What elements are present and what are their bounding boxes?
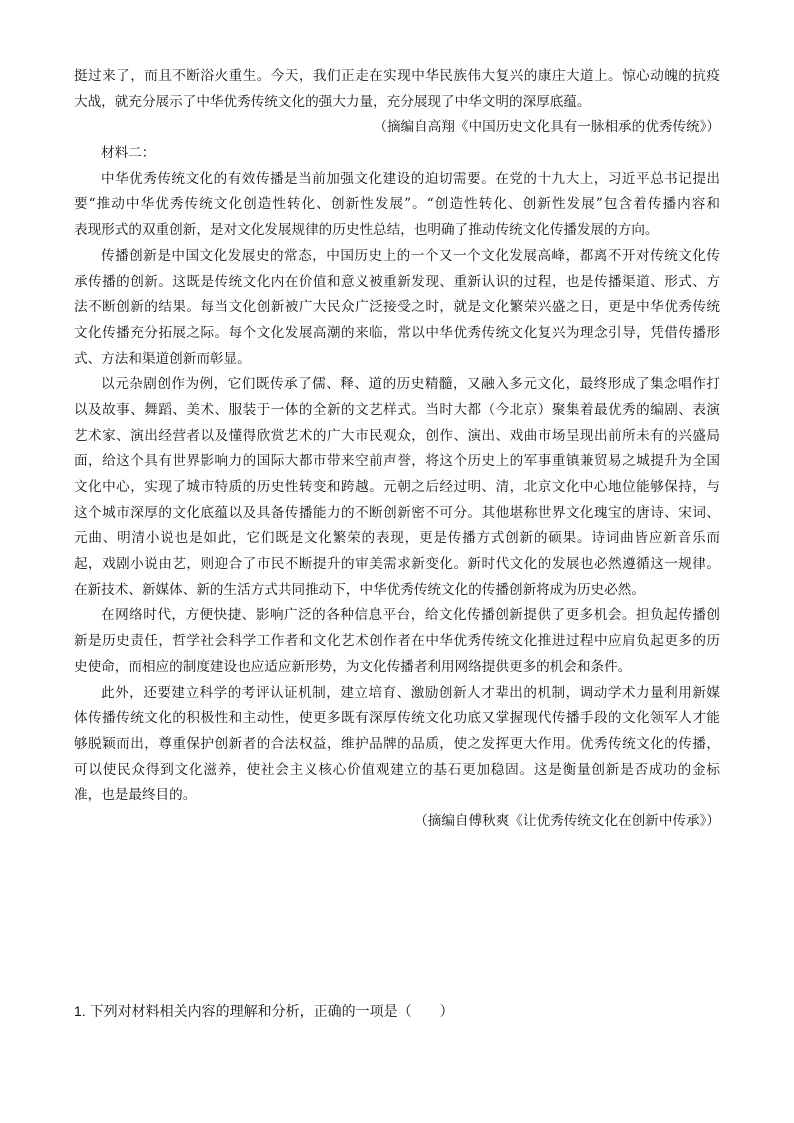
text-line: 够脱颖而出，尊重保护创新者的合法权益，维护品牌的品质，使之发挥更大作用。优秀传统文化的传播， xyxy=(74,735,720,752)
text-line: 挺过来了，而且不断浴火重生。今天，我们正走在实现中华民族伟大复兴的康庄大道上。惊心动魄的抗疫 xyxy=(74,68,720,84)
text-line: 表现形式的双重创新，是对文化发展规律的历史性总结，也明确了推动传统文化传播发展的方向。 xyxy=(74,222,659,239)
text-line: 面，给这个具有世界影响力的国际大都市带来空前声誉，将这个历史上的军事重镇兼贸易之城提升为全国 xyxy=(74,453,720,470)
source-citation: （摘编自傅秋爽《让优秀传统文化在创新中传承》） xyxy=(414,812,720,829)
text-line: 要“推动中华优秀传统文化创造性转化、创新性发展”。“创造性转化、创新性发展”包含着传播内容和 xyxy=(74,196,720,213)
text-line: 文化中心，实现了城市特质的历史性转变和跨越。元朝之后经过明、清，北京文化中心地位能够保持，与 xyxy=(74,479,720,495)
question-1: 1. 下列对材料相关内容的理解和分析，正确的一项是（ ） xyxy=(74,1003,454,1019)
text-line: 起，戏剧小说由艺，则迎合了市民不断提升的审美需求新变化。新时代文化的发展也必然遵循这一规律。 xyxy=(74,556,720,573)
article-body xyxy=(74,64,720,835)
text-line: 艺术家、演出经营者以及懂得欣赏艺术的广大市民观众，创作、演出、戏曲市场呈现出前所未有的兴盛局 xyxy=(74,427,720,444)
text-line: 可以使民众得到文化滋养，使社会主义核心价值观建立的基石更加稳固。这是衡量创新是否成功的金标 xyxy=(74,761,720,778)
text-line: 这个城市深厚的文化底蕴以及具备传播能力的不断创新密不可分。其他堪称世界文化瑰宝的唐诗、宋词、 xyxy=(74,504,720,521)
text-line: 准，也是最终目的。 xyxy=(74,787,197,804)
text-line: 式、方法和渠道创新而彰显。 xyxy=(74,350,251,367)
paragraph-first-line: 传播创新是中国文化发展史的常态，中国历史上的一个又一个文化发展高峰，都离不开对传统文化传 xyxy=(101,247,720,264)
section-heading: 材料二： xyxy=(101,145,156,162)
text-line: 文化传播充分拓展之际。每个文化发展高潮的来临，常以中华优秀传统文化复兴为理念引导，凭借传播形 xyxy=(74,324,720,341)
paragraph-first-line: 以元杂剧创作为例，它们既传承了儒、释、道的历史精髓，又融入多元文化，最终形成了集念唱作打 xyxy=(101,376,720,393)
paragraph-first-line: 中华优秀传统文化的有效传播是当前加强文化建设的迫切需要。在党的十九大上，习近平总书记提出 xyxy=(101,170,720,187)
source-citation: （摘编自高翔《中国历史文化具有一脉相承的优秀传统》） xyxy=(373,119,720,136)
paragraph-first-line: 此外，还要建立科学的考评认证机制，建立培育、激励创新人才辈出的机制，调动学术力量利用新媒 xyxy=(101,684,720,701)
text-line: 新是历史责任，哲学社会科学工作者和文化艺术创作者在中华优秀传统文化推进过程中应肩负起更多的历 xyxy=(74,633,720,650)
text-line: 在新技术、新媒体、新的生活方式共同推动下，中华优秀传统文化的传播创新将成为历史必然。 xyxy=(74,581,645,598)
text-line: 元曲、明清小说也是如此，它们既是文化繁荣的表现，更是传播方式创新的硕果。诗词曲皆应新音乐而 xyxy=(74,530,720,547)
text-line: 史使命，而相应的制度建设也应适应新形势，为文化传播者利用网络提供更多的机会和条件。 xyxy=(74,658,632,675)
text-line: 大战，就充分展示了中华优秀传统文化的强大力量，充分展现了中华文明的深厚底蕴。 xyxy=(74,93,591,110)
text-line: 以及故事、舞蹈、美术、服装于一体的全新的文艺样式。当时大都（今北京）聚集着最优秀的编剧、表演 xyxy=(74,401,720,418)
paragraph-first-line: 在网络时代，方便快捷、影响广泛的各种信息平台，给文化传播创新提供了更多机会。担负起传播创 xyxy=(101,607,720,624)
text-line: 法不断创新的结果。每当文化创新被广大民众广泛接受之时，就是文化繁荣兴盛之日，更是中华优秀传统 xyxy=(74,299,720,316)
text-line: 承传播的创新。这既是传统文化内在价值和意义被重新发现、重新认识的过程，也是传播渠道、形式、方 xyxy=(74,273,720,290)
text-line: 体传播传统文化的积极性和主动性，使更多既有深厚传统文化功底又掌握现代传播手段的文化领军人才能 xyxy=(74,710,720,727)
